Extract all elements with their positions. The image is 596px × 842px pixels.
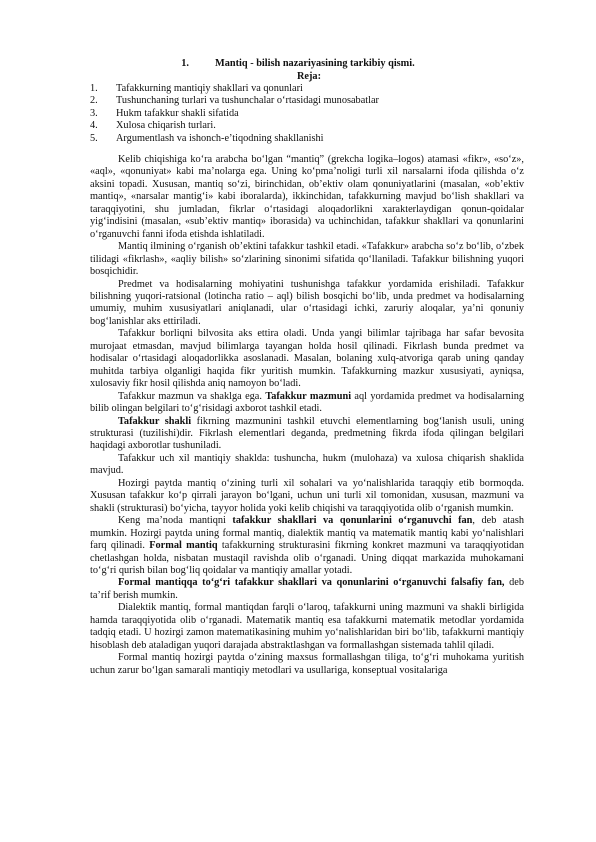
paragraph-text: tafakkurning strukturasini fikrning konkret mazmuni va taraqqiyotidan chetlashgan holda, nisbatan mustaqil ravishda olib o‘rganadi. Uning diqqat markazida muhokamani to‘g‘ri qurish bilan bog‘liq qoidalar va mantiqiy amallar yotadi.: [90, 540, 524, 576]
plan-item-number: 3.: [90, 107, 98, 119]
paragraph-text: fikrning mazmunini tashkil etuvchi elementlarning bog‘lanish usuli, uning strukturasi (tuzilishi)dir. Fikrlash elementlari deganda, predmetning fikrda ifoda qilingan belgilari haqidagi axborotlar tushuniladi.: [90, 415, 524, 452]
section-title: Mantiq - bilish nazariyasining tarkibiy qismi.: [215, 58, 415, 69]
paragraph-text: Tafakkur uch xil mantiqiy shaklda: tushuncha, hukm (mulohaza) va xulosa chiqarish shaklida mavjud.: [90, 452, 524, 477]
plan-list: [90, 83, 530, 145]
plan-item: [90, 133, 530, 145]
paragraph: [90, 391, 524, 416]
paragraph: [90, 416, 524, 453]
paragraph: [90, 154, 524, 241]
paragraph-text: Kelib chiqishiga ko‘ra arabcha bo‘lgan “mantiq” (grekcha logika–logos) atamasi «fikr», «so‘z», «aql», «qonuniyat» kabi ma’nolarga ega. Uning ko‘pma’noligi turli xil narsalarni ifoda qilishda o‘z aksini topadi. Xususan, mantiq so‘zi, birinchidan, ob’ektiv olam qonuniyatlarini (masalan, «ob’ektiv mantiq», «narsalar mantig‘i» kabi iboralarda), ikkinchidan, tafakkurning mavjud bo‘lish shakllari va taraqqiyotini, shu jumladan, fikrlar o‘rtasidagi aloqadorlikni xarakterlaydigan qonun-qoidalar yig‘indisini (masalan, «sub’ektiv mantiq» iborasida) va uchinchidan, tafakkur shakllari va qonunlarini o‘rganuvchi fanni ifoda etishda ishlatiladi.: [90, 154, 524, 240]
paragraph: [90, 279, 524, 329]
plan-item-text: Xulosa chiqarish turlari.: [116, 120, 216, 132]
plan-item-text: Argumentlash va ishonch-e’tiqodning shakllanishi: [116, 132, 324, 144]
plan-item: [90, 83, 530, 95]
paragraph: [90, 241, 524, 278]
plan-title: Reja:: [296, 71, 321, 82]
plan-item: [90, 95, 530, 107]
paragraph: [90, 652, 524, 677]
bold-term: Formal mantiqqa to‘g‘ri tafakkur shakllari va qonunlarini o‘rganuvchi falsafiy fan,: [118, 577, 505, 589]
plan-item-number: 2.: [90, 95, 98, 107]
paragraph-text: Mantiq ilmining o‘rganish ob’ektini tafakkur tashkil etadi. «Tafakkur» arabcha so‘z bo‘lib, o‘zbek tilidagi «fikrlash», «aqliy bilish» so‘zlarining sinonimi sifatida qo‘llaniladi. Tafakkur bilishning yuqori bosqichidir.: [90, 241, 524, 278]
bold-term: Tafakkur shakli: [118, 415, 192, 427]
bold-term: tafakkur shakllari va qonunlarini o‘rganuvchi fan: [232, 515, 473, 527]
plan-item-number: 5.: [90, 132, 98, 144]
plan-item-text: Tafakkurning mantiqiy shakllari va qonunlari: [116, 83, 303, 94]
paragraph: [90, 478, 524, 515]
paragraph: [90, 453, 524, 478]
paragraph-text: Predmet va hodisalarning mohiyatini tushunishga tafakkur yordamida erishiladi. Tafakkur bilishning yuqori-ratsional (lotincha ratio – aql) bilish bosqichi bo‘lib, unda predmet va hodisalarning umumiy, muhim xususiyatlari aniqlanadi, ular o‘rtasidagi ichki, zaruriy aloqalar, ya’ni qonuniy bog‘lanishlar aks ettiriladi.: [90, 278, 524, 327]
paragraph: [90, 577, 524, 602]
paragraph-text: deb ta’rif berish mumkin.: [90, 577, 524, 601]
paragraph-text: , deb atash mumkin. Hozirgi paytda uning formal mantiq, dialektik mantiq va matematik mantiq kabi yo‘nalishlari farq qilinadi.: [90, 515, 524, 552]
bold-term: Tafakkur mazmuni: [265, 390, 352, 402]
paragraph: [90, 515, 524, 577]
section-heading: [0, 58, 596, 70]
plan-item: [90, 108, 530, 120]
paragraph-text: Tafakkur mazmun va shaklga ega.: [118, 390, 266, 402]
bold-term: Formal mantiq: [149, 540, 218, 552]
plan-item-text: Tushunchaning turlari va tushunchalar o‘rtasidagi munosabatlar: [116, 95, 379, 107]
body-text: [90, 154, 524, 677]
plan-item: [90, 120, 530, 132]
paragraph-text: Tafakkur borliqni bilvosita aks ettira oladi. Unda yangi bilimlar tajribaga har safar bevosita murojaat etmasdan, mavjud bilimlarga tayangan holda hosil qilinadi. Fikrlash bunda predmet va hodisalar o‘rtasidagi aloqadorlikka asoslanadi. Masalan, bolaning xulq-atvoriga qarab uning qanday muhitda tarbiya olganligi haqida fikr yuritish mumkin. Tafakkurning mazkur xususiyati, ayniqsa, xulosaviy fikr hosil qilishda aniq namoyon bo‘ladi.: [90, 328, 524, 390]
plan-item-text: Hukm tafakkur shakli sifatida: [116, 107, 239, 119]
paragraph-text: Dialektik mantiq, formal mantiqdan farqli o‘laroq, tafakkurni uning mazmuni va shakli birligida hamda taraqqiyotida olib o‘rganadi. Matematik mantiq esa tafakkurni matematik metodlar yordamida tadqiq etadi. U hozirgi zamon matematikasining muhim yo‘nalishlaridan biri bo‘lib, tafakkurni mantiqiy hisoblash deb ataladigan yuqori darajada abstraktlashgan va formallashgan sistemada tahlil qiladi.: [90, 602, 524, 651]
paragraph: [90, 602, 524, 652]
section-number: 1.: [181, 58, 190, 69]
paragraph: [90, 328, 524, 390]
paragraph-text: Hozirgi paytda mantiq o‘zining turli xil sohalari va yo‘nalishlarida taraqqiy etib bormoqda. Xususan tafakkur ko‘p qirrali jarayon bo‘lgani, uchun uni turli xil tomonidan, xususan, mazmuni va shakli (strukturasi) bo‘yicha, tayyor holida yoki kelib chiqishi va taraqqiyotida olib o‘rganish mumkin.: [90, 477, 524, 514]
paragraph-text: Formal mantiq hozirgi paytda o‘zining maxsus formallashgan tiliga, to‘g‘ri muhokama yuritish uchun zarur bo‘lgan samarali mantiqiy metodlari va usullariga, konseptual vositalariga: [90, 652, 524, 676]
paragraph-text: Keng ma’noda mantiqni: [118, 515, 233, 527]
plan-item-number: 4.: [90, 120, 98, 132]
paragraph-text: aql yordamida predmet va hodisalarning bilib olingan belgilari to‘g‘risidagi axborot tashkil etadi.: [90, 390, 524, 415]
plan-item-number: 1.: [90, 83, 98, 94]
